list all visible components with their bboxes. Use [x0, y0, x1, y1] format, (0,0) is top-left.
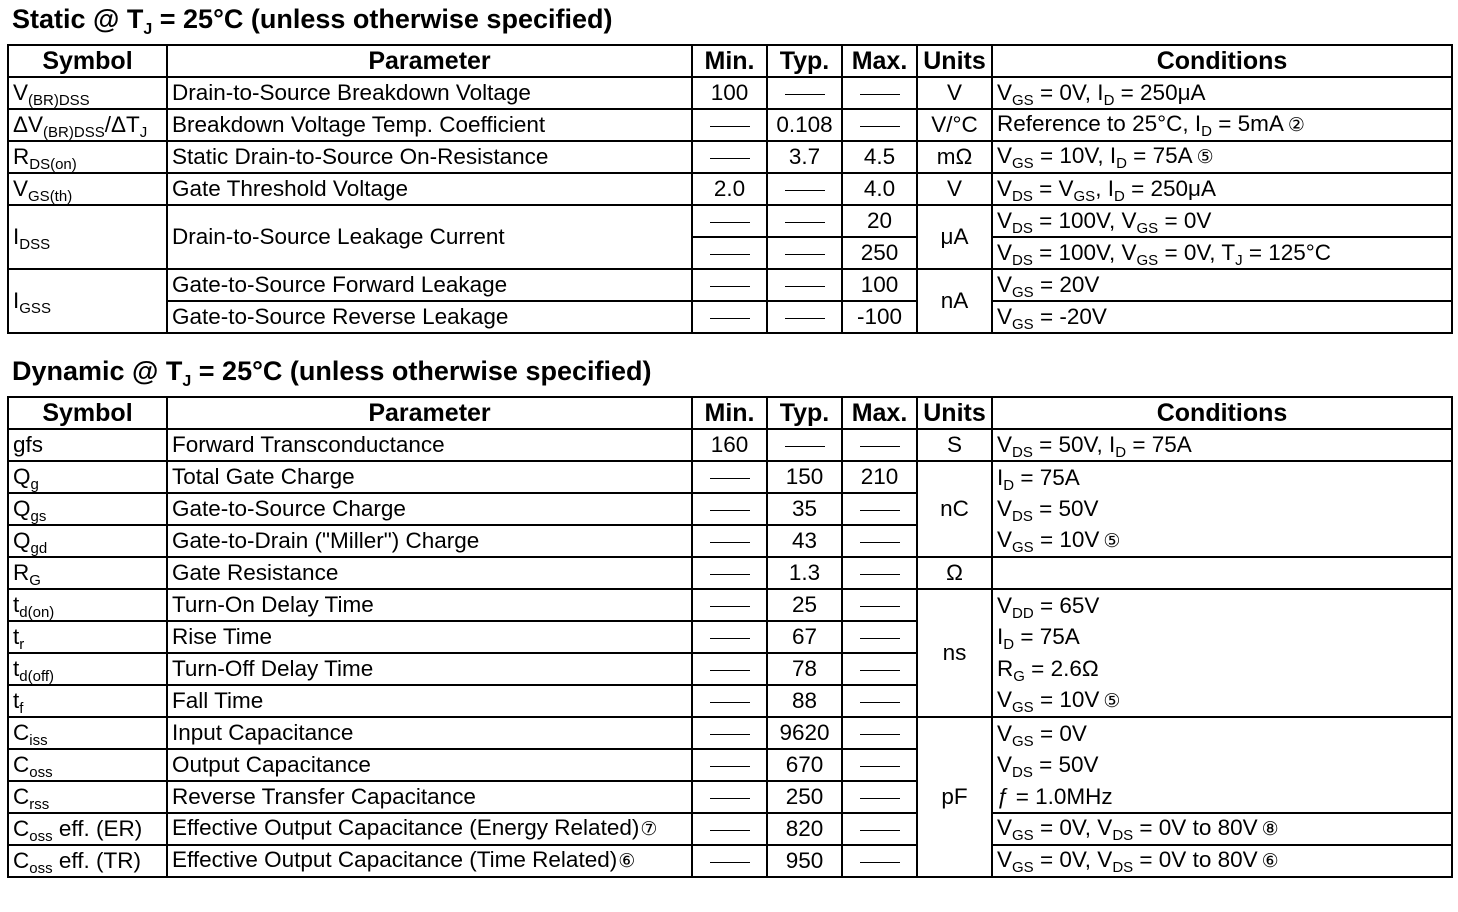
dash-placeholder: [785, 318, 825, 319]
conditions-cell: $V_{GS} = 20V$: [992, 269, 1452, 301]
dash-placeholder: [710, 478, 750, 479]
max-cell: 210: [842, 461, 917, 493]
symbol-cell: $C_{rss}$: [8, 781, 167, 813]
parameter-cell: Reverse Transfer Capacitance: [167, 781, 692, 813]
typ-cell: [767, 269, 842, 301]
dash-placeholder: [710, 126, 750, 127]
footnote-marker: ⑦: [640, 819, 658, 840]
table-header-row: [8, 397, 1452, 429]
min-cell: [692, 269, 767, 301]
min-cell: [692, 525, 767, 557]
dash-placeholder: [710, 510, 750, 511]
conditions-cell: $V_{GS} = 0V$: [992, 717, 1452, 749]
typ-cell: 25: [767, 589, 842, 621]
header-parameter: Parameter: [167, 45, 692, 77]
units-cell: nC: [917, 461, 992, 557]
footnote-marker: ⑤: [1103, 690, 1121, 712]
min-cell: [692, 749, 767, 781]
parameter-cell: Effective Output Capacitance (Time Related)⑥: [167, 845, 692, 877]
typ-cell: 250: [767, 781, 842, 813]
typ-cell: 150: [767, 461, 842, 493]
table-row: [8, 269, 1452, 301]
dash-placeholder: [860, 638, 900, 639]
conditions-cell: $I_D = 75A$: [992, 621, 1452, 653]
max-cell: -100: [842, 301, 917, 333]
parameter-cell: Static Drain-to-Source On-Resistance: [167, 141, 692, 173]
dash-placeholder: [860, 734, 900, 735]
min-cell: [692, 685, 767, 717]
conditions-cell: $V_{DS} = 100V$, $V_{GS} = 0V$, $T_J = 125^\circ C$: [992, 237, 1452, 269]
dash-placeholder: [710, 542, 750, 543]
table-row: [8, 205, 1452, 237]
static-table: [7, 44, 1453, 334]
table-row: [8, 301, 1452, 333]
min-cell: [692, 845, 767, 877]
header-units: Units: [917, 397, 992, 429]
dash-placeholder: [785, 94, 825, 95]
symbol-cell: $C_{oss}$: [8, 749, 167, 781]
dash-placeholder: [710, 638, 750, 639]
dynamic-section-title: Dynamic @ $T_J = 25^\circ C$ (unless otherwise specified): [12, 356, 652, 390]
max-cell: 100: [842, 269, 917, 301]
conditions-cell: $V_{GS} = -20V$: [992, 301, 1452, 333]
static-section-title: Static @ $T_J = 25^\circ C$ (unless otherwise specified): [12, 4, 613, 38]
conditions-cell: $V_{DD} = 65V$: [992, 589, 1452, 621]
parameter-cell: Turn-Off Delay Time: [167, 653, 692, 685]
symbol-cell: $t_f$: [8, 685, 167, 717]
min-cell: 160: [692, 429, 767, 461]
symbol-cell: $Q_{gd}$: [8, 525, 167, 557]
dash-placeholder: [710, 734, 750, 735]
header-symbol: Symbol: [8, 45, 167, 77]
typ-cell: 3.7: [767, 141, 842, 173]
typ-cell: 9620: [767, 717, 842, 749]
conditions-cell: $V_{GS} = 10V$ ⑤: [992, 525, 1452, 557]
min-cell: [692, 813, 767, 845]
max-cell: 4.5: [842, 141, 917, 173]
units-cell: nA: [917, 269, 992, 333]
max-cell: 20: [842, 205, 917, 237]
table-row: [8, 429, 1452, 461]
dash-placeholder: [710, 158, 750, 159]
table-row: [8, 493, 1452, 525]
typ-cell: [767, 429, 842, 461]
units-cell: V/°C: [917, 109, 992, 141]
min-cell: [692, 717, 767, 749]
typ-cell: [767, 77, 842, 109]
max-cell: [842, 525, 917, 557]
header-max: Max.: [842, 397, 917, 429]
max-cell: [842, 621, 917, 653]
dash-placeholder: [860, 542, 900, 543]
table-row: [8, 589, 1452, 621]
max-cell: 4.0: [842, 173, 917, 205]
units-cell: ns: [917, 589, 992, 717]
max-cell: [842, 781, 917, 813]
symbol-cell: $V_{(BR)DSS}$: [8, 77, 167, 109]
parameter-cell: Drain-to-Source Breakdown Voltage: [167, 77, 692, 109]
symbol-cell: $\Delta V_{(BR)DSS}/\Delta T_J$: [8, 109, 167, 141]
table-row: [8, 685, 1452, 717]
dash-placeholder: [710, 702, 750, 703]
dynamic-table: [7, 396, 1453, 878]
table-header-row: [8, 45, 1452, 77]
typ-cell: [767, 173, 842, 205]
symbol-cell: $Q_{gs}$: [8, 493, 167, 525]
symbol-cell: $C_{iss}$: [8, 717, 167, 749]
conditions-cell: $R_G = 2.6\Omega$: [992, 653, 1452, 685]
parameter-cell: Total Gate Charge: [167, 461, 692, 493]
conditions-cell: $V_{GS} = 0V$, $V_{DS} = 0V$ to 80V ⑧: [992, 813, 1452, 845]
dash-placeholder: [710, 670, 750, 671]
dash-placeholder: [785, 286, 825, 287]
symbol-cell: gfs: [8, 429, 167, 461]
dash-placeholder: [710, 286, 750, 287]
dash-placeholder: [860, 446, 900, 447]
units-cell: V: [917, 77, 992, 109]
dash-placeholder: [710, 606, 750, 607]
min-cell: [692, 237, 767, 269]
conditions-cell: $V_{DS} = 50V$, $I_D = 75A$: [992, 429, 1452, 461]
dash-placeholder: [860, 670, 900, 671]
table-row: [8, 173, 1452, 205]
min-cell: [692, 493, 767, 525]
conditions-cell: ƒ = 1.0MHz: [992, 781, 1452, 813]
conditions-cell: $V_{DS} = V_{GS}$, $I_D = 250\mu A$: [992, 173, 1452, 205]
parameter-cell: Output Capacitance: [167, 749, 692, 781]
dash-placeholder: [710, 222, 750, 223]
dash-placeholder: [860, 510, 900, 511]
conditions-cell: $V_{GS} = 0V$, $I_D = 250\mu A$: [992, 77, 1452, 109]
parameter-cell: Gate Resistance: [167, 557, 692, 589]
max-cell: [842, 557, 917, 589]
min-cell: [692, 205, 767, 237]
units-cell: S: [917, 429, 992, 461]
min-cell: 100: [692, 77, 767, 109]
conditions-cell: $V_{GS} = 10V$ ⑤: [992, 685, 1452, 717]
header-symbol: Symbol: [8, 397, 167, 429]
dash-placeholder: [785, 446, 825, 447]
table-row: [8, 109, 1452, 141]
max-cell: [842, 589, 917, 621]
table-row: [8, 749, 1452, 781]
max-cell: [842, 845, 917, 877]
header-typ: Typ.: [767, 45, 842, 77]
conditions-cell: $V_{DS} = 50V$: [992, 749, 1452, 781]
conditions-cell: [992, 557, 1452, 589]
dash-placeholder: [860, 574, 900, 575]
parameter-cell: Gate Threshold Voltage: [167, 173, 692, 205]
dash-placeholder: [785, 222, 825, 223]
typ-cell: [767, 237, 842, 269]
min-cell: [692, 461, 767, 493]
footnote-marker: ⑥: [1261, 851, 1279, 872]
header-units: Units: [917, 45, 992, 77]
dash-placeholder: [710, 798, 750, 799]
units-cell: Ω: [917, 557, 992, 589]
units-cell: μA: [917, 205, 992, 269]
typ-cell: [767, 205, 842, 237]
dash-placeholder: [860, 862, 900, 863]
min-cell: 2.0: [692, 173, 767, 205]
max-cell: [842, 717, 917, 749]
conditions-cell: $V_{GS} = 0V$, $V_{DS} = 0V$ to 80V ⑥: [992, 845, 1452, 877]
typ-cell: [767, 301, 842, 333]
dash-placeholder: [860, 798, 900, 799]
max-cell: [842, 77, 917, 109]
footnote-marker: ⑥: [618, 851, 636, 872]
table-row: [8, 781, 1452, 813]
typ-cell: 43: [767, 525, 842, 557]
typ-cell: 88: [767, 685, 842, 717]
units-cell: mΩ: [917, 141, 992, 173]
parameter-cell: Rise Time: [167, 621, 692, 653]
parameter-cell: Gate-to-Source Charge: [167, 493, 692, 525]
typ-cell: 67: [767, 621, 842, 653]
parameter-cell: Effective Output Capacitance (Energy Related)⑦: [167, 813, 692, 845]
max-cell: [842, 685, 917, 717]
footnote-marker: ⑧: [1261, 819, 1279, 840]
conditions-cell: $V_{GS} = 10V$, $I_D = 75A$ ⑤: [992, 141, 1452, 173]
symbol-cell: $Q_g$: [8, 461, 167, 493]
max-cell: [842, 109, 917, 141]
typ-cell: 0.108: [767, 109, 842, 141]
typ-cell: 950: [767, 845, 842, 877]
parameter-cell: Input Capacitance: [167, 717, 692, 749]
symbol-cell: $R_{DS(on)}$: [8, 141, 167, 173]
min-cell: [692, 781, 767, 813]
symbol-cell: $I_{DSS}$: [8, 205, 167, 269]
parameter-cell: Gate-to-Source Reverse Leakage: [167, 301, 692, 333]
conditions-cell: $V_{DS} = 50V$: [992, 493, 1452, 525]
table-row: [8, 621, 1452, 653]
units-cell: pF: [917, 717, 992, 877]
conditions-cell: $I_D = 75A$: [992, 461, 1452, 493]
table-row: [8, 845, 1452, 877]
dash-placeholder: [710, 574, 750, 575]
symbol-cell: $t_{d(on)}$: [8, 589, 167, 621]
dash-placeholder: [710, 766, 750, 767]
table-row: [8, 461, 1452, 493]
dash-placeholder: [860, 702, 900, 703]
dash-placeholder: [710, 318, 750, 319]
parameter-cell: Gate-to-Drain ("Miller") Charge: [167, 525, 692, 557]
parameter-cell: Fall Time: [167, 685, 692, 717]
dash-placeholder: [860, 766, 900, 767]
dash-placeholder: [860, 94, 900, 95]
symbol-cell: $t_r$: [8, 621, 167, 653]
table-row: [8, 525, 1452, 557]
header-min: Min.: [692, 397, 767, 429]
dash-placeholder: [860, 126, 900, 127]
max-cell: [842, 429, 917, 461]
footnote-marker: ⑤: [1103, 530, 1121, 552]
conditions-cell: Reference to 25°C, $I_D = 5mA$ ②: [992, 109, 1452, 141]
typ-cell: 78: [767, 653, 842, 685]
min-cell: [692, 589, 767, 621]
max-cell: [842, 493, 917, 525]
parameter-cell: Turn-On Delay Time: [167, 589, 692, 621]
min-cell: [692, 141, 767, 173]
typ-cell: 820: [767, 813, 842, 845]
typ-cell: 35: [767, 493, 842, 525]
max-cell: [842, 749, 917, 781]
header-conditions: Conditions: [992, 45, 1452, 77]
symbol-cell: $t_{d(off)}$: [8, 653, 167, 685]
symbol-cell: $I_{GSS}$: [8, 269, 167, 333]
parameter-cell: Gate-to-Source Forward Leakage: [167, 269, 692, 301]
header-max: Max.: [842, 45, 917, 77]
parameter-cell: Drain-to-Source Leakage Current: [167, 205, 692, 269]
parameter-cell: Breakdown Voltage Temp. Coefficient: [167, 109, 692, 141]
symbol-cell: $C_{oss}$ eff. (TR): [8, 845, 167, 877]
max-cell: 250: [842, 237, 917, 269]
max-cell: [842, 813, 917, 845]
min-cell: [692, 109, 767, 141]
table-row: [8, 813, 1452, 845]
symbol-cell: $C_{oss}$ eff. (ER): [8, 813, 167, 845]
table-row: [8, 557, 1452, 589]
units-cell: V: [917, 173, 992, 205]
typ-cell: 1.3: [767, 557, 842, 589]
min-cell: [692, 653, 767, 685]
dash-placeholder: [785, 254, 825, 255]
conditions-cell: $V_{DS} = 100V$, $V_{GS} = 0V$: [992, 205, 1452, 237]
dash-placeholder: [860, 830, 900, 831]
footnote-marker: ②: [1287, 115, 1305, 136]
header-conditions: Conditions: [992, 397, 1452, 429]
table-row: [8, 141, 1452, 173]
max-cell: [842, 653, 917, 685]
dash-placeholder: [860, 606, 900, 607]
parameter-cell: Forward Transconductance: [167, 429, 692, 461]
typ-cell: 670: [767, 749, 842, 781]
dash-placeholder: [710, 254, 750, 255]
dash-placeholder: [710, 862, 750, 863]
table-row: [8, 717, 1452, 749]
dash-placeholder: [710, 830, 750, 831]
table-row: [8, 77, 1452, 109]
footnote-marker: ⑤: [1196, 147, 1214, 168]
min-cell: [692, 557, 767, 589]
symbol-cell: $V_{GS(th)}$: [8, 173, 167, 205]
header-min: Min.: [692, 45, 767, 77]
min-cell: [692, 301, 767, 333]
min-cell: [692, 621, 767, 653]
symbol-cell: $R_G$: [8, 557, 167, 589]
header-typ: Typ.: [767, 397, 842, 429]
header-parameter: Parameter: [167, 397, 692, 429]
dash-placeholder: [785, 190, 825, 191]
table-row: [8, 653, 1452, 685]
